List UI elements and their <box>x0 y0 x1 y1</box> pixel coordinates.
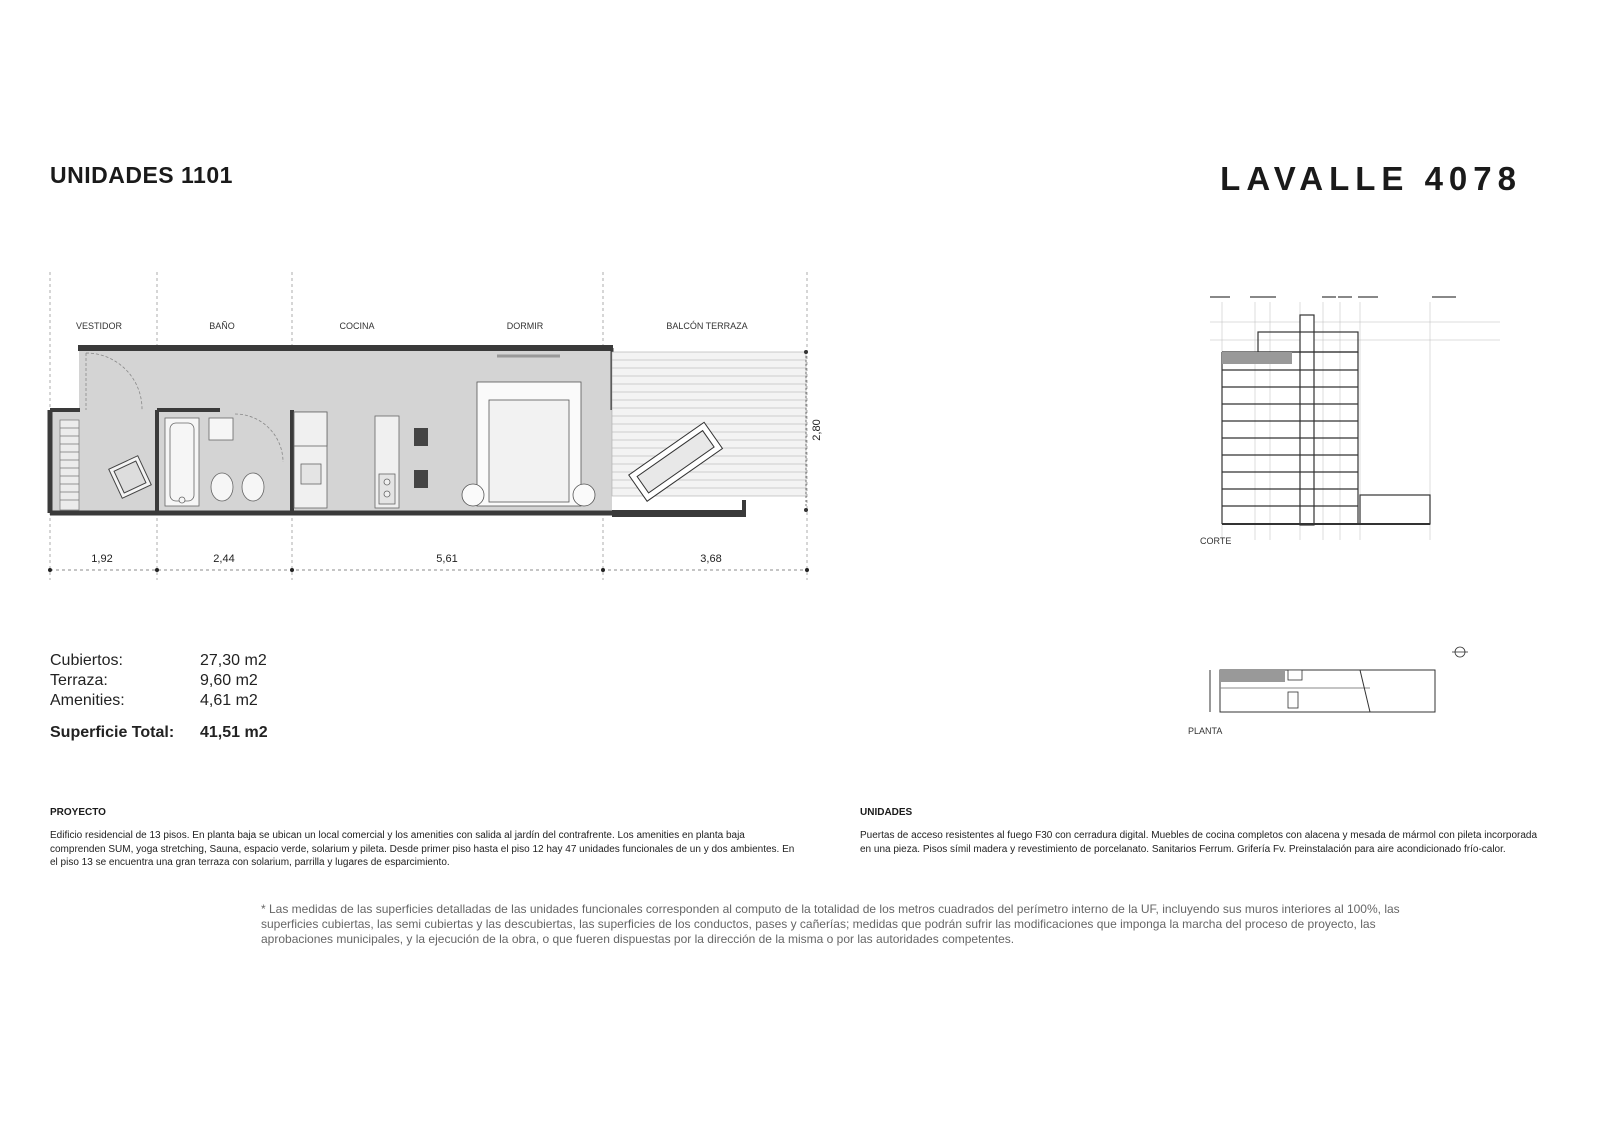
vestidor-shelving <box>60 420 79 510</box>
dimension-vestidor: 1,92 <box>91 553 113 565</box>
proyecto-text: Edificio residencial de 13 pisos. En planta baja se ubican un local comercial y los amenities con salida al jardín del contrafrente. Los amenities en planta baja comprenden SUM, yoga stretching, Sauna, espacio verde, solarium y pileta. Desde primer piso hasta el piso 12 hay 47 unidades funcionales de un y dos ambientes. En el piso 13 se encuentra una gran terraza con solarium, parrilla y lugares de esparcimiento. <box>50 830 795 868</box>
room-label-dormir: DORMIR <box>506 321 544 331</box>
section-floors <box>1222 315 1430 525</box>
unidades-heading: UNIDADES <box>860 807 913 818</box>
room-label-vestidor: VESTIDOR <box>75 321 123 331</box>
area-value: 9,60 m2 <box>200 672 258 689</box>
core <box>1288 670 1302 680</box>
area-summary <box>50 651 268 743</box>
dimension-balcon: 3,68 <box>700 553 722 565</box>
project-name: LAVALLE 4078 <box>1220 160 1522 197</box>
room-label-balcon-terraza: BALCÓN TERRAZA <box>666 321 748 331</box>
area-label: Terraza: <box>50 672 108 689</box>
depth-dimension: 2,80 <box>811 419 823 441</box>
proyecto-heading: PROYECTO <box>50 807 106 818</box>
unit-floor-plan <box>0 0 840 600</box>
area-row-amenities <box>50 691 268 711</box>
bed <box>462 382 595 506</box>
section-label: CORTE <box>1200 536 1232 546</box>
room-label-cocina: COCINA <box>339 321 375 331</box>
area-value: 4,61 m2 <box>200 692 258 709</box>
dimension-bano: 2,44 <box>213 553 235 565</box>
area-label: Cubiertos: <box>50 652 123 669</box>
highlighted-unit-section <box>1222 352 1292 364</box>
stair-core <box>1288 692 1298 708</box>
section-annotations <box>1210 296 1456 298</box>
unit-title: UNIDADES 1101 <box>50 162 233 188</box>
area-value: 27,30 m2 <box>200 652 267 669</box>
room-label-bano: BAÑO <box>209 321 235 331</box>
unidades-text: Puertas de acceso resistentes al fuego F30 con cerradura digital. Muebles de cocina completos con alacena y mesada de mármol con pileta incorporada en una pieza. Pisos símil madera y revestimiento de porcelanato. Sanitarios Ferrum. Grifería Fv. Preinstalación para aire acondicionado frío-calor. <box>860 830 1538 855</box>
dimension-cocina-dormir: 5,61 <box>436 553 458 565</box>
area-value: 41,51 m2 <box>200 724 268 741</box>
balcony-parapet <box>612 500 746 517</box>
proyecto-section <box>50 807 795 870</box>
floorplan-label: PLANTA <box>1188 726 1223 736</box>
area-label: Amenities: <box>50 692 125 709</box>
area-row-terraza <box>50 671 268 691</box>
footnote: * Las medidas de las superficies detalladas de las unidades funcionales corresponden al computo de la totalidad de los metros cuadrados del perímetro interno de la UF, incluyendo sus muros interiores al 100%, las superficies cubiertas, las semi cubiertas y las descubiertas, las superficies de los conductos, pases y cañerías; medidas que podrán sufrir las modificaciones que imponga la marcha del proceso de proyecto, las aprobaciones municipales, y la ejecución de la obra, o que fueren dispuestas por la dirección de la misma o por las autoridades competentes. <box>261 902 1400 946</box>
area-row-total <box>50 723 268 743</box>
area-label: Superficie Total: <box>50 724 175 741</box>
building-floor-plan <box>1188 640 1500 750</box>
unidades-section <box>860 807 1550 856</box>
highlighted-unit-plan <box>1220 670 1285 682</box>
area-row-cubiertos <box>50 651 268 671</box>
